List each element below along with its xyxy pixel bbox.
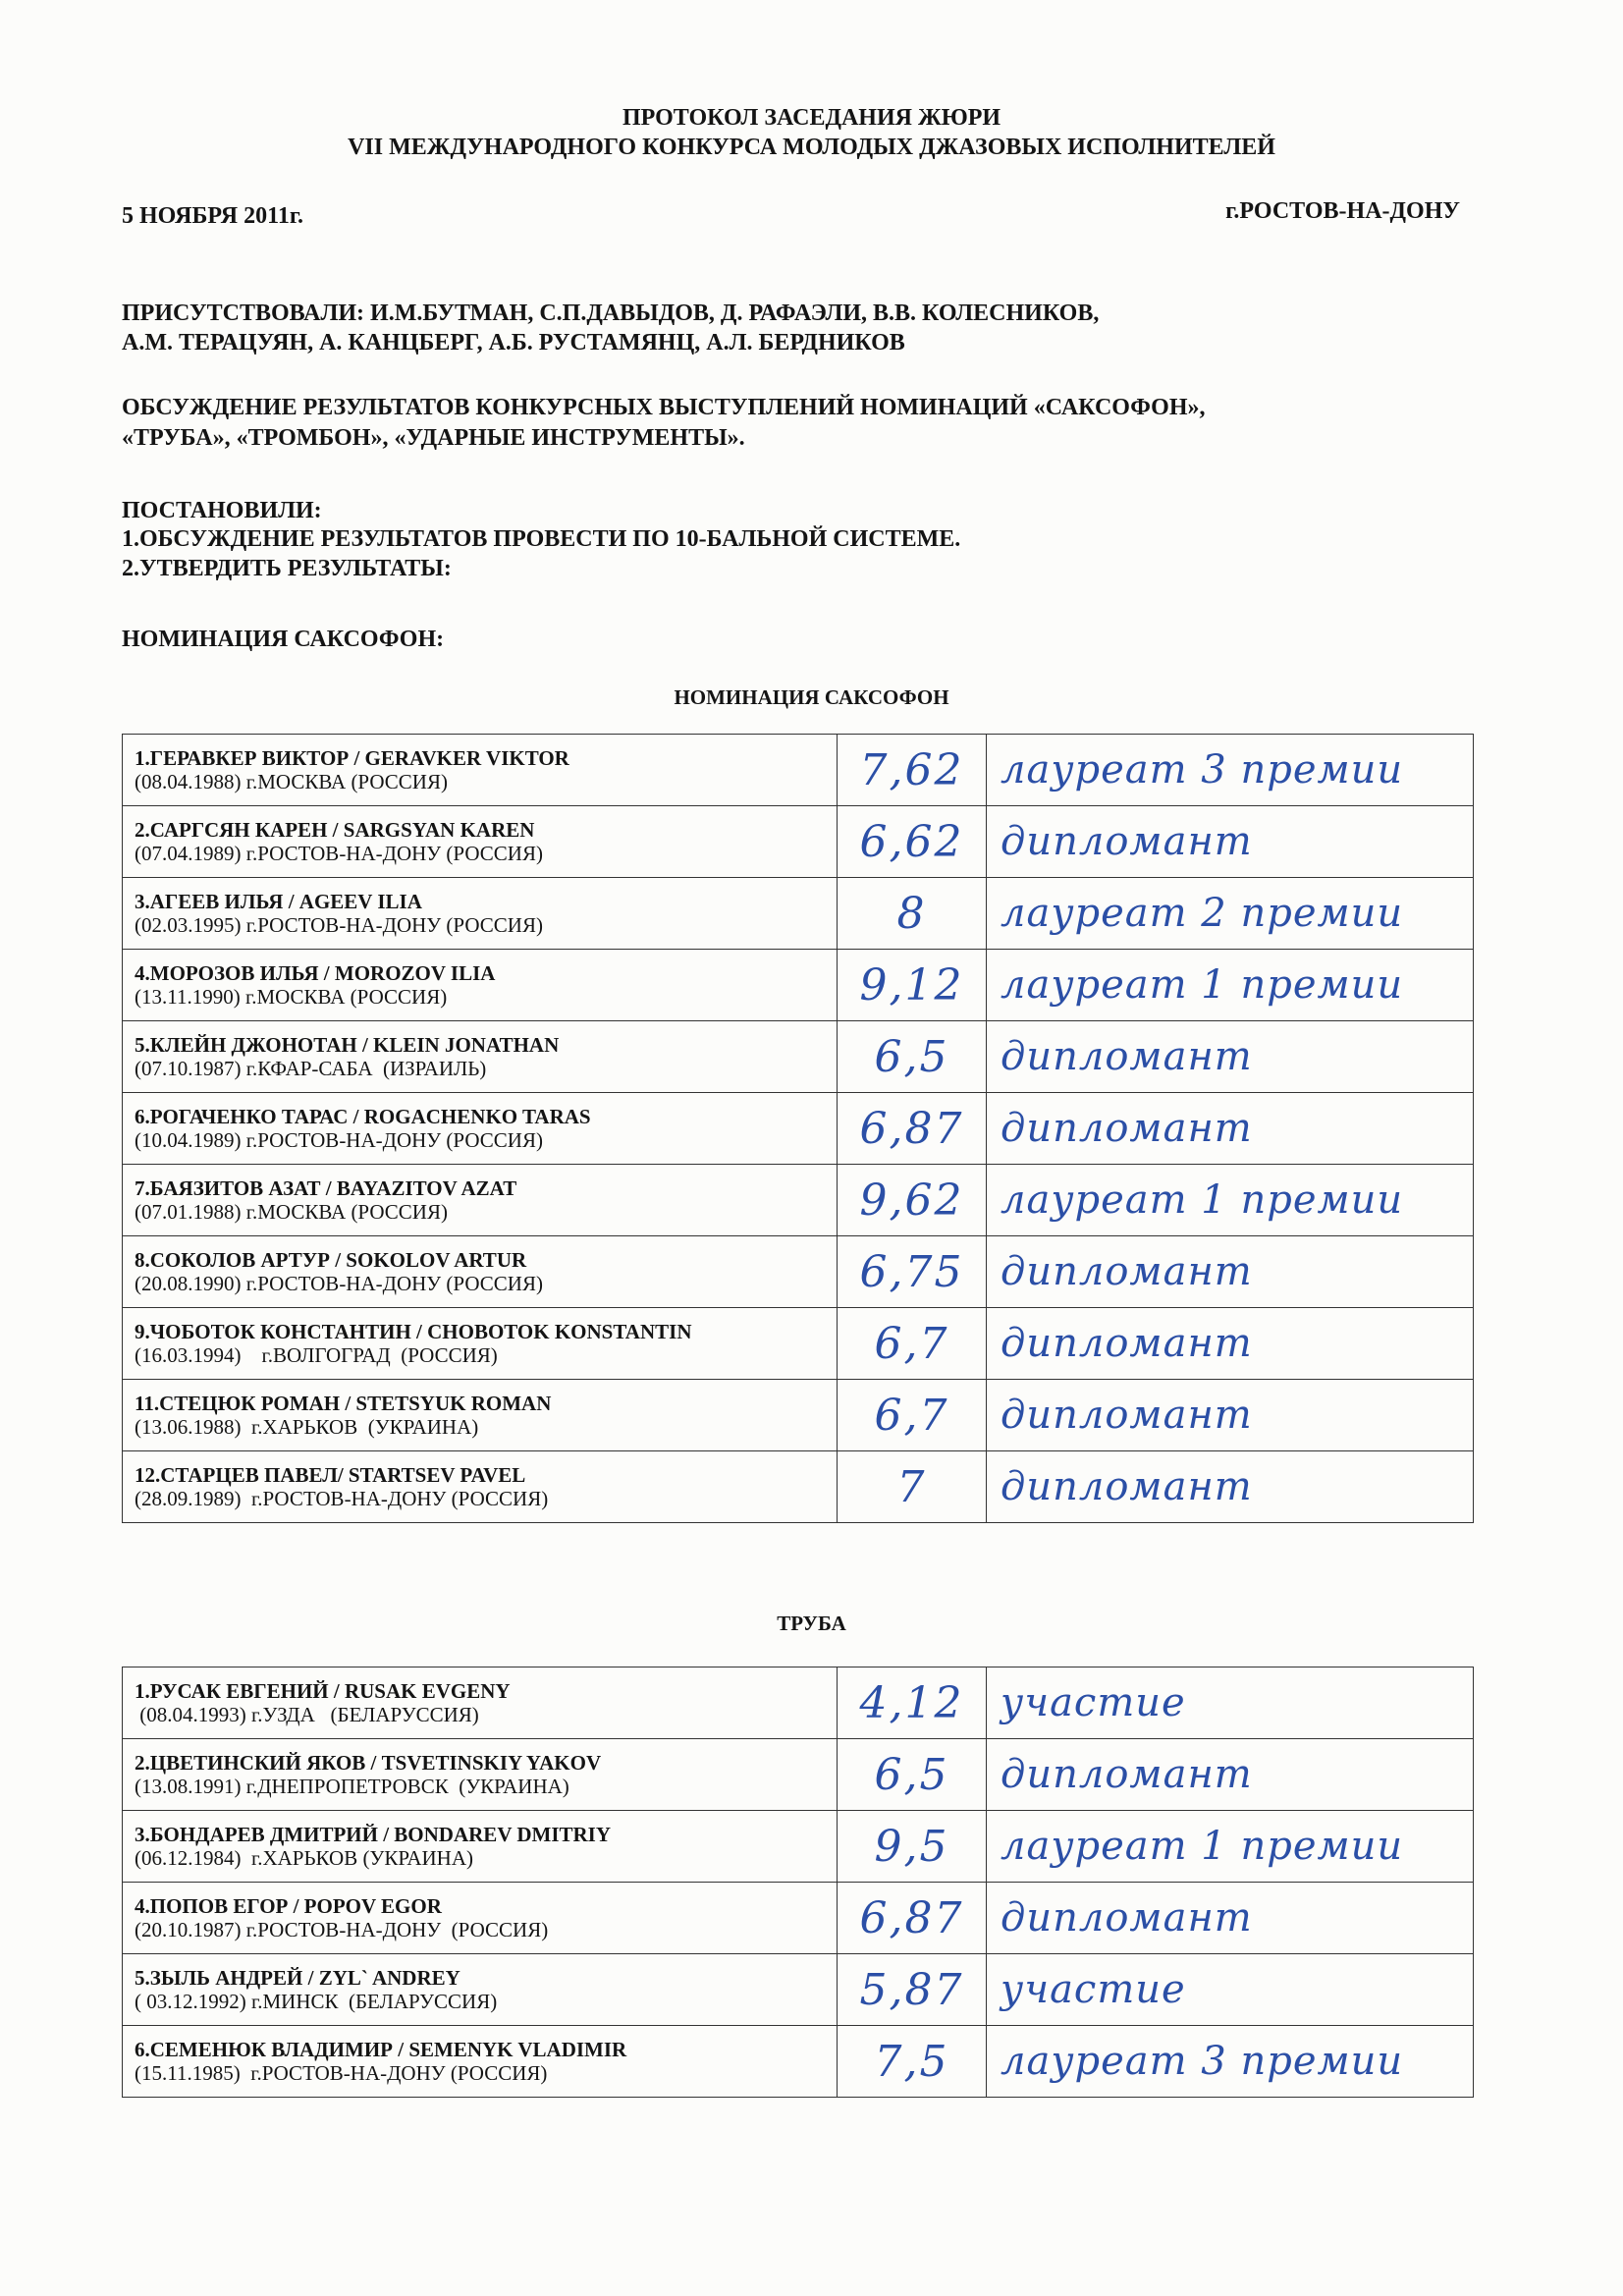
participant-cell bbox=[123, 1236, 838, 1308]
score-cell bbox=[838, 878, 987, 950]
result-value: дипломант bbox=[1001, 1106, 1253, 1151]
score-value: 9,5 bbox=[874, 1821, 949, 1872]
participant-cell bbox=[123, 1667, 838, 1739]
saxophone-results-table bbox=[122, 734, 1474, 1523]
score-value: 7 bbox=[896, 1461, 927, 1512]
result-cell bbox=[987, 1236, 1474, 1308]
participant-name: 6.РОГАЧЕНКО ТАРАС / ROGACHENKO TARAS bbox=[135, 1105, 591, 1128]
trumpet-rows bbox=[123, 1667, 1474, 2098]
score-cell bbox=[838, 1021, 987, 1093]
result-value: дипломант bbox=[1001, 1752, 1253, 1797]
saxophone-section-title: НОМИНАЦИЯ САКСОФОН bbox=[674, 685, 949, 709]
score-value: 6,5 bbox=[874, 1031, 949, 1082]
discussion-line-1: ОБСУЖДЕНИЕ РЕЗУЛЬТАТОВ КОНКУРСНЫХ ВЫСТУПЛЕНИЙ НОМИНАЦИЙ «САКСОФОН», bbox=[122, 395, 1206, 420]
table-row bbox=[123, 1451, 1474, 1523]
result-cell bbox=[987, 1739, 1474, 1811]
participant-info: (16.03.1994) г.ВОЛГОГРАД (РОССИЯ) bbox=[135, 1343, 498, 1367]
score-value: 6,7 bbox=[874, 1390, 949, 1441]
participant-cell bbox=[123, 735, 838, 806]
result-value: лауреат 1 премии bbox=[1001, 1177, 1404, 1223]
result-value: лауреат 2 премии bbox=[1001, 891, 1404, 936]
score-cell bbox=[838, 2026, 987, 2098]
participant-info: (28.09.1989) г.РОСТОВ-НА-ДОНУ (РОССИЯ) bbox=[135, 1487, 549, 1510]
score-cell bbox=[838, 735, 987, 806]
participant-info: (13.06.1988) г.ХАРЬКОВ (УКРАИНА) bbox=[135, 1415, 479, 1439]
participant-cell bbox=[123, 1093, 838, 1165]
result-cell bbox=[987, 1954, 1474, 2026]
resolved-heading: ПОСТАНОВИЛИ: bbox=[122, 498, 322, 523]
result-value: участие bbox=[1001, 1680, 1186, 1725]
participant-name: 9.ЧОБОТОК КОНСТАНТИН / CHOBOTOK KONSTANTIN bbox=[135, 1320, 692, 1343]
result-value: лауреат 1 премии bbox=[1001, 1824, 1404, 1869]
protocol-date: 5 НОЯБРЯ 2011г. bbox=[122, 203, 304, 229]
participant-name: 1.ГЕРАВКЕР ВИКТОР / GERAVKER VIKTOR bbox=[135, 746, 569, 770]
participant-name: 5.ЗЫЛЬ АНДРЕЙ / ZYL` ANDREY bbox=[135, 1966, 460, 1990]
participant-cell bbox=[123, 1954, 838, 2026]
participant-cell bbox=[123, 1021, 838, 1093]
table-row bbox=[123, 1739, 1474, 1811]
participant-info: (13.08.1991) г.ДНЕПРОПЕТРОВСК (УКРАИНА) bbox=[135, 1775, 569, 1798]
participant-name: 6.СЕМЕНЮК ВЛАДИМИР / SEMENYK VLADIMIR bbox=[135, 2038, 627, 2061]
score-value: 6,5 bbox=[874, 1749, 949, 1800]
result-value: участие bbox=[1001, 1967, 1186, 2012]
participant-cell bbox=[123, 1308, 838, 1380]
score-value: 5,87 bbox=[859, 1964, 964, 2015]
score-cell bbox=[838, 806, 987, 878]
table-row bbox=[123, 878, 1474, 950]
score-value: 6,87 bbox=[859, 1103, 964, 1154]
participant-cell bbox=[123, 1811, 838, 1883]
result-value: дипломант bbox=[1001, 1034, 1253, 1079]
table-row bbox=[123, 950, 1474, 1021]
score-cell bbox=[838, 1093, 987, 1165]
participant-name: 7.БАЯЗИТОВ АЗАТ / BAYAZITOV AZAT bbox=[135, 1176, 517, 1200]
present-line-2: А.М. ТЕРАЦУЯН, А. КАНЦБЕРГ, А.Б. РУСТАМЯНЦ, А.Л. БЕРДНИКОВ bbox=[122, 330, 905, 355]
score-cell bbox=[838, 1451, 987, 1523]
table-row bbox=[123, 2026, 1474, 2098]
score-value: 6,62 bbox=[859, 816, 964, 867]
table-row bbox=[123, 1667, 1474, 1739]
table-row bbox=[123, 1883, 1474, 1954]
participant-info: ( 03.12.1992) г.МИНСК (БЕЛАРУССИЯ) bbox=[135, 1990, 498, 2013]
result-value: дипломант bbox=[1001, 1464, 1253, 1509]
table-row bbox=[123, 1165, 1474, 1236]
result-cell bbox=[987, 2026, 1474, 2098]
participant-cell bbox=[123, 878, 838, 950]
result-cell bbox=[987, 1308, 1474, 1380]
trumpet-results-table bbox=[122, 1667, 1474, 2098]
discussion-line-2: «ТРУБА», «ТРОМБОН», «УДАРНЫЕ ИНСТРУМЕНТЫ». bbox=[122, 425, 745, 451]
trumpet-section-title: ТРУБА bbox=[777, 1612, 846, 1635]
table-row bbox=[123, 1954, 1474, 2026]
score-value: 8 bbox=[896, 888, 927, 939]
table-row bbox=[123, 1380, 1474, 1451]
resolution-2: 2.УТВЕРДИТЬ РЕЗУЛЬТАТЫ: bbox=[122, 556, 452, 581]
document-title-line1: ПРОТОКОЛ ЗАСЕДАНИЯ ЖЮРИ bbox=[622, 105, 1001, 131]
participant-info: (20.08.1990) г.РОСТОВ-НА-ДОНУ (РОССИЯ) bbox=[135, 1272, 543, 1295]
score-cell bbox=[838, 1236, 987, 1308]
present-line-1: ПРИСУТСТВОВАЛИ: И.М.БУТМАН, С.П.ДАВЫДОВ, Д. РАФАЭЛИ, В.В. КОЛЕСНИКОВ, bbox=[122, 301, 1100, 326]
score-value: 9,12 bbox=[859, 959, 964, 1011]
result-cell bbox=[987, 878, 1474, 950]
participant-cell bbox=[123, 1380, 838, 1451]
score-value: 7,62 bbox=[859, 744, 964, 795]
result-cell bbox=[987, 1811, 1474, 1883]
participant-cell bbox=[123, 1739, 838, 1811]
resolution-1: 1.ОБСУЖДЕНИЕ РЕЗУЛЬТАТОВ ПРОВЕСТИ ПО 10-БАЛЬНОЙ СИСТЕМЕ. bbox=[122, 526, 961, 552]
score-value: 6,87 bbox=[859, 1892, 964, 1943]
score-value: 6,7 bbox=[874, 1318, 949, 1369]
result-cell bbox=[987, 806, 1474, 878]
table-row bbox=[123, 806, 1474, 878]
score-cell bbox=[838, 1739, 987, 1811]
result-cell bbox=[987, 1667, 1474, 1739]
result-value: дипломант bbox=[1001, 819, 1253, 864]
participant-name: 3.АГЕЕВ ИЛЬЯ / AGEEV ILIA bbox=[135, 890, 422, 913]
score-value: 4,12 bbox=[859, 1677, 964, 1728]
result-cell bbox=[987, 1380, 1474, 1451]
participant-cell bbox=[123, 806, 838, 878]
participant-cell bbox=[123, 1165, 838, 1236]
participant-info: (06.12.1984) г.ХАРЬКОВ (УКРАИНА) bbox=[135, 1846, 473, 1870]
saxophone-rows bbox=[123, 735, 1474, 1523]
result-value: лауреат 3 премии bbox=[1001, 747, 1404, 793]
result-value: дипломант bbox=[1001, 1393, 1253, 1438]
participant-name: 1.РУСАК ЕВГЕНИЙ / RUSAK EVGENY bbox=[135, 1679, 511, 1703]
participant-info: (08.04.1988) г.МОСКВА (РОССИЯ) bbox=[135, 770, 448, 793]
result-cell bbox=[987, 735, 1474, 806]
participant-name: 4.МОРОЗОВ ИЛЬЯ / MOROZOV ILIA bbox=[135, 961, 496, 985]
participant-name: 2.САРГСЯН КАРЕН / SARGSYAN KAREN bbox=[135, 818, 535, 842]
table-row bbox=[123, 1093, 1474, 1165]
document-title-line2: VII МЕЖДУНАРОДНОГО КОНКУРСА МОЛОДЫХ ДЖАЗОВЫХ ИСПОЛНИТЕЛЕЙ bbox=[348, 135, 1275, 160]
table-row bbox=[123, 735, 1474, 806]
table-row bbox=[123, 1236, 1474, 1308]
score-cell bbox=[838, 1380, 987, 1451]
participant-cell bbox=[123, 1451, 838, 1523]
score-cell bbox=[838, 1954, 987, 2026]
score-value: 6,75 bbox=[859, 1246, 964, 1297]
score-cell bbox=[838, 1308, 987, 1380]
participant-name: 3.БОНДАРЕВ ДМИТРИЙ / BONDAREV DMITRIY bbox=[135, 1823, 612, 1846]
result-value: лауреат 1 премии bbox=[1001, 962, 1404, 1008]
result-cell bbox=[987, 950, 1474, 1021]
result-value: дипломант bbox=[1001, 1249, 1253, 1294]
result-value: лауреат 3 премии bbox=[1001, 2039, 1404, 2084]
participant-info: (07.10.1987) г.КФАР-САБА (ИЗРАИЛЬ) bbox=[135, 1057, 487, 1080]
table-row bbox=[123, 1021, 1474, 1093]
participant-cell bbox=[123, 950, 838, 1021]
participant-info: (15.11.1985) г.РОСТОВ-НА-ДОНУ (РОССИЯ) bbox=[135, 2061, 548, 2085]
result-cell bbox=[987, 1093, 1474, 1165]
score-cell bbox=[838, 1165, 987, 1236]
score-cell bbox=[838, 1811, 987, 1883]
table-row bbox=[123, 1308, 1474, 1380]
protocol-city: г.РОСТОВ-НА-ДОНУ bbox=[1225, 198, 1460, 224]
participant-info: (20.10.1987) г.РОСТОВ-НА-ДОНУ (РОССИЯ) bbox=[135, 1918, 549, 1941]
participant-name: 8.СОКОЛОВ АРТУР / SOKOLOV ARTUR bbox=[135, 1248, 527, 1272]
result-cell bbox=[987, 1021, 1474, 1093]
participant-name: 12.СТАРЦЕВ ПАВЕЛ/ STARTSEV PAVEL bbox=[135, 1463, 526, 1487]
score-cell bbox=[838, 1667, 987, 1739]
score-value: 9,62 bbox=[859, 1175, 964, 1226]
participant-info: (13.11.1990) г.МОСКВА (РОССИЯ) bbox=[135, 985, 448, 1009]
result-value: дипломант bbox=[1001, 1321, 1253, 1366]
participant-info: (07.01.1988) г.МОСКВА (РОССИЯ) bbox=[135, 1200, 448, 1224]
participant-name: 4.ПОПОВ ЕГОР / POPOV EGOR bbox=[135, 1894, 442, 1918]
participant-name: 2.ЦВЕТИНСКИЙ ЯКОВ / TSVETINSKIY YAKOV bbox=[135, 1751, 602, 1775]
result-cell bbox=[987, 1883, 1474, 1954]
score-cell bbox=[838, 950, 987, 1021]
table-row bbox=[123, 1811, 1474, 1883]
participant-info: (08.04.1993) г.УЗДА (БЕЛАРУССИЯ) bbox=[135, 1703, 479, 1726]
participant-cell bbox=[123, 1883, 838, 1954]
participant-info: (10.04.1989) г.РОСТОВ-НА-ДОНУ (РОССИЯ) bbox=[135, 1128, 543, 1152]
score-value: 7,5 bbox=[874, 2036, 949, 2087]
nomination-heading: НОМИНАЦИЯ САКСОФОН: bbox=[122, 627, 445, 652]
result-value: дипломант bbox=[1001, 1895, 1253, 1941]
participant-name: 11.СТЕЦЮК РОМАН / STETSYUK ROMAN bbox=[135, 1392, 552, 1415]
score-cell bbox=[838, 1883, 987, 1954]
participant-cell bbox=[123, 2026, 838, 2098]
participant-info: (02.03.1995) г.РОСТОВ-НА-ДОНУ (РОССИЯ) bbox=[135, 913, 543, 937]
result-cell bbox=[987, 1165, 1474, 1236]
participant-name: 5.КЛЕЙН ДЖОНОТАН / KLEIN JONATHAN bbox=[135, 1033, 560, 1057]
participant-info: (07.04.1989) г.РОСТОВ-НА-ДОНУ (РОССИЯ) bbox=[135, 842, 543, 865]
result-cell bbox=[987, 1451, 1474, 1523]
